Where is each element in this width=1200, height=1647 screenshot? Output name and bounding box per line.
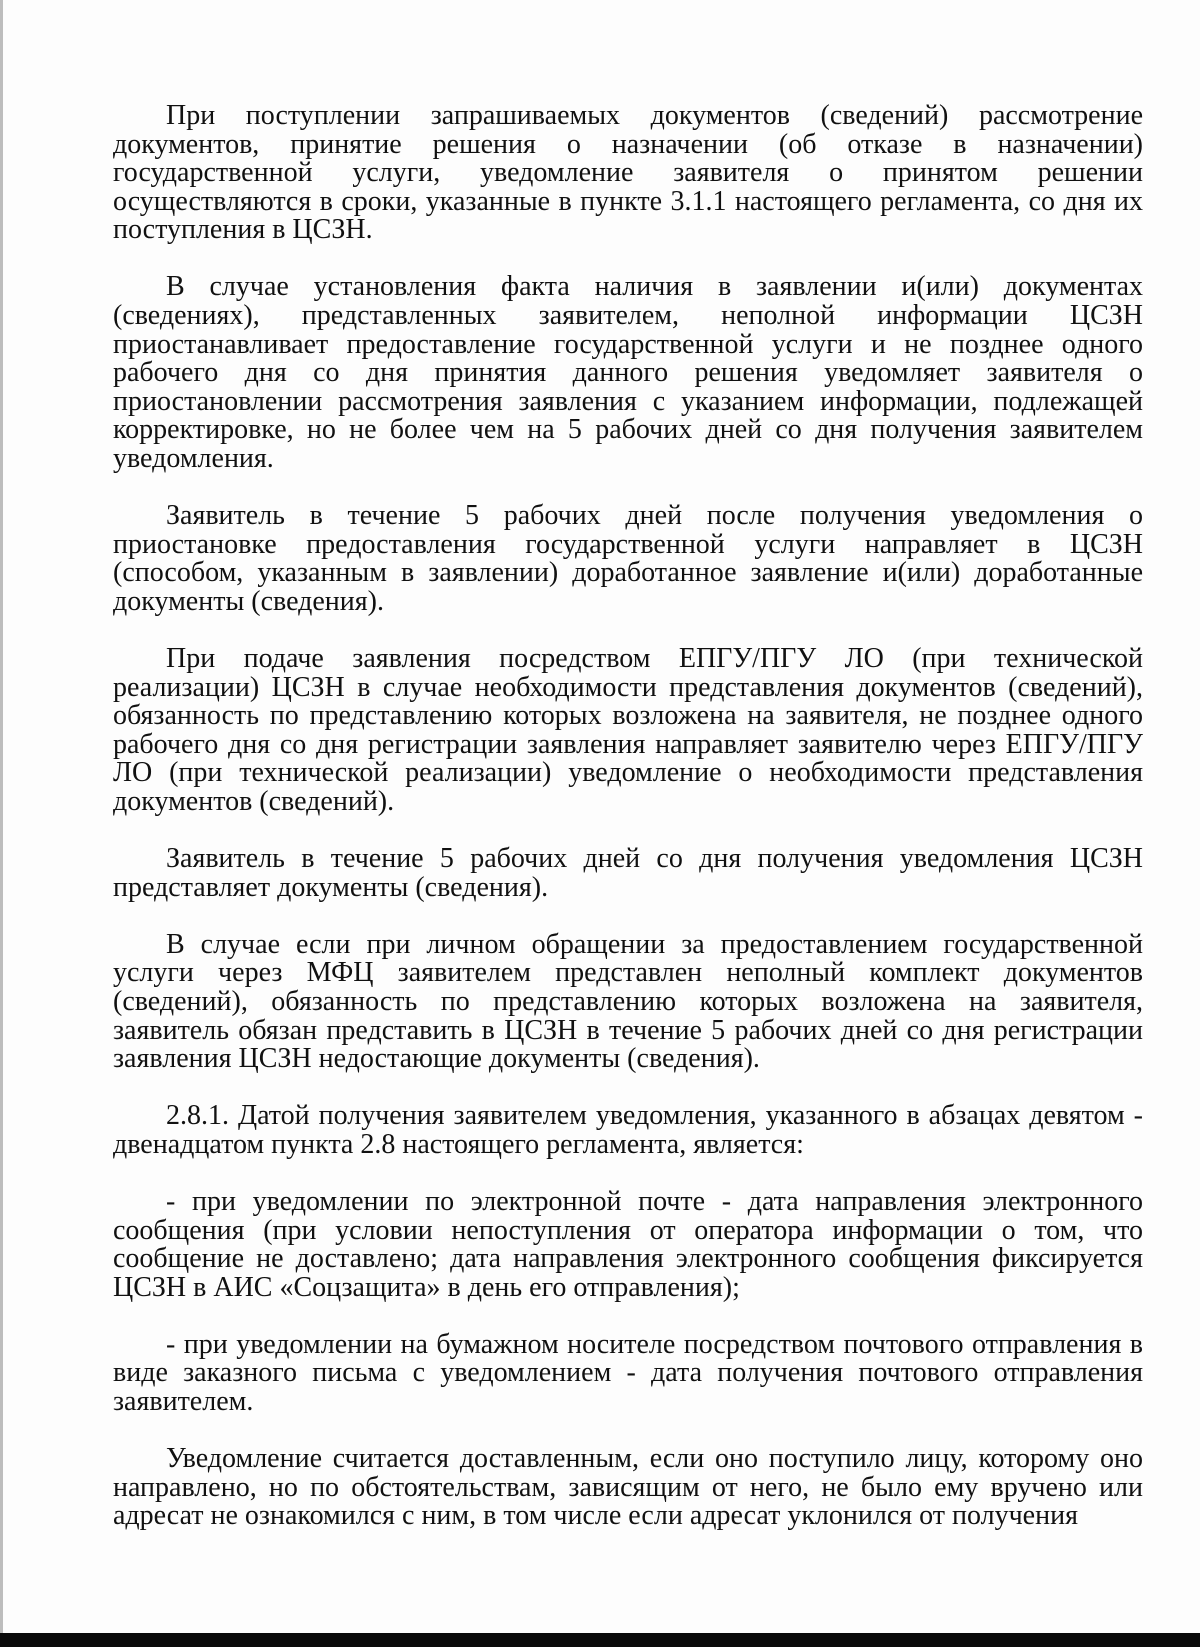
paragraph-clause-2-8-1: 2.8.1. Датой получения заявителем уведомления, указанного в абзацах девятом - двенадцатом пункта 2.8 настоящего регламента, является:: [113, 1100, 1143, 1160]
paragraph-incomplete-information: В случае установления факта наличия в заявлении и(или) документах (сведениях), представленных заявителем, неполной информации ЦСЗН приостанавливает предоставление государственной услуги и не позднее одного рабочего дня со дня принятия данного решения уведомляет заявителя о приостановлении рассмотрения заявления с указанием информации, подлежащей корректировке, но не более чем на 5 рабочих дней со дня получения заявителем уведомления.: [113, 271, 1143, 475]
scan-left-edge: [0, 0, 3, 1647]
paragraph-email-notification: - при уведомлении по электронной почте - дата направления электронного сообщения (при условии непоступления от оператора информации о том, что сообщение не доставлено; дата направления электронного сообщения фиксируется ЦСЗН в АИС «Соцзащита» в день его отправления);: [113, 1185, 1143, 1303]
paragraph-documents-deadline: Заявитель в течение 5 рабочих дней со дня получения уведомления ЦСЗН представляет документы (сведения).: [113, 843, 1143, 903]
paragraph-delivered-notice: Уведомление считается доставленным, если оно поступило лицу, которому оно направлено, но по обстоятельствам, зависящим от него, не было ему вручено или адресат не ознакомился с ним, в том числе если адресат уклонился от получения: [113, 1443, 1143, 1532]
document-body: [113, 102, 1143, 1531]
paragraph-paper-notification: - при уведомлении на бумажном носителе посредством почтового отправления в виде заказного письма с уведомлением - дата получения почтового отправления заявителем.: [113, 1328, 1143, 1417]
paragraph-epgu-submission: При подаче заявления посредством ЕПГУ/ПГУ ЛО (при технической реализации) ЦСЗН в случае необходимости представления документов (сведений), обязанность по представлению которых возложена на заявителя, не позднее одного рабочего дня со дня регистрации заявления направляет заявителю через ЕПГУ/ПГУ ЛО (при технической реализации) уведомление о необходимости представления документов (сведений).: [113, 643, 1143, 817]
paragraph-documents-review: При поступлении запрашиваемых документов (сведений) рассмотрение документов, принятие решения о назначении (об отказе в назначении) государственной услуги, уведомление заявителя о принятом решении осуществляются в сроки, указанные в пункте 3.1.1 настоящего регламента, со дня их поступления в ЦСЗН.: [113, 100, 1143, 246]
scan-bottom-border: [0, 1633, 1200, 1647]
paragraph-revised-application: Заявитель в течение 5 рабочих дней после получения уведомления о приостановке предоставления государственной услуги направляет в ЦСЗН (способом, указанным в заявлении) доработанное заявление и(или) доработанные документы (сведения).: [113, 500, 1143, 617]
paragraph-mfc-incomplete-set: В случае если при личном обращении за предоставлением государственной услуги через МФЦ заявителем представлен неполный комплект документов (сведений), обязанность по представлению которых возложена на заявителя, заявитель обязан представить в ЦСЗН в течение 5 рабочих дней со дня регистрации заявления ЦСЗН недостающие документы (сведения).: [113, 928, 1143, 1075]
